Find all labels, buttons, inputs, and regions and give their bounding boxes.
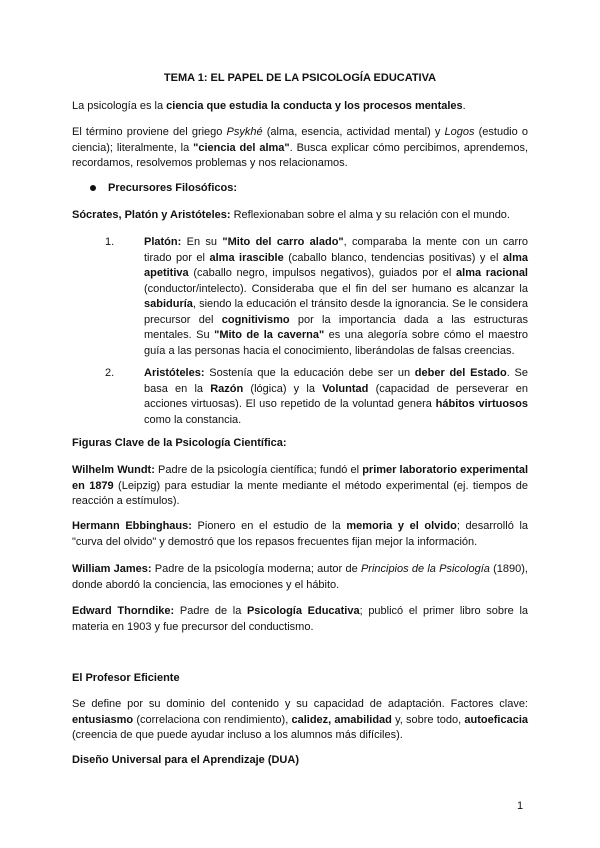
page-number: 1 [517, 800, 524, 812]
figuras-heading: Figuras Clave de la Psicología Científica: [72, 437, 287, 449]
james-paragraph: William James: Padre de la psicología moderna; autor de Principios de la Psicología (1890), donde abordó la conciencia, las emociones y el hábito. [72, 563, 528, 591]
thorndike-paragraph: Edward Thorndike: Padre de la Psicología Educativa; publicó el primer libro sobre la materia en 1903 y fue precursor del conductismo. [72, 605, 529, 633]
wundt-paragraph: Wilhelm Wundt: Padre de la psicología científica; fundó el primer laboratorio experimental en 1879 (Leipzig) para estudiar la mente mediante el método experimental (ej. tiempos de reacción a estímulos). [72, 464, 529, 507]
ebbinghaus-paragraph: Hermann Ebbinghaus: Pionero en el estudio de la memoria y el olvido; desarrolló la "curva del olvido" y demostró que los repasos frecuentes fijan mejor la información. [72, 520, 529, 548]
list-item-platon: 1. Platón: En su "Mito del carro alado", comparaba la mente con un carro tirado por el alma irascible (caballo blanco, tendencias positivas) y el alma apetitiva (caballo negro, impulsos negativos), guiados por el alma racional (conductor/intelecto). Consideraba que el fin del ser humano es alcanzar la sabiduría, siendo la educación el tránsito desde la ignorancia. Se le considera precursor del cognitivismo por la importancia dada a las estructuras mentales. Su "Mito de la caverna" es una alegoría sobre cómo el maestro guía a las personas hacia el conocimiento, liberándolas de falsas creencias. [105, 236, 528, 357]
dua-heading: Diseño Universal para el Aprendizaje (DUA) [72, 754, 299, 766]
list-number: 2. [105, 367, 115, 379]
list-number: 1. [105, 236, 115, 248]
term-paragraph: El término proviene del griego Psykhé (alma, esencia, actividad mental) y Logos (estudio o ciencia); literalmente, la "ciencia del alma". Busca explicar cómo percibimos, aprendemos, recordamos, resolvemos problemas y nos relacionamos. [72, 126, 529, 169]
page-title: TEMA 1: EL PAPEL DE LA PSICOLOGÍA EDUCATIVA [163, 72, 437, 84]
profesor-paragraph: Se define por su dominio del contenido y su capacidad de adaptación. Factores clave: entusiasmo (correlaciona con rendimiento), calidez, amabilidad y, sobre todo, autoeficacia (creencia de que puede ayudar incluso a los alumnos más difíciles). [72, 698, 528, 741]
socrates-paragraph: Sócrates, Platón y Aristóteles: Reflexionaban sobre el alma y su relación con el mundo. [72, 209, 510, 221]
profesor-heading: El Profesor Eficiente [72, 672, 180, 684]
precursores-bullet: Precursores Filosóficos: [90, 182, 237, 194]
intro-paragraph: La psicología es la ciencia que estudia la conducta y los procesos mentales. [72, 100, 466, 112]
bullet-icon [90, 185, 96, 191]
list-item-aristoteles: 2. Aristóteles: Sostenía que la educación debe ser un deber del Estado. Se basa en la Razón (lógica) y la Voluntad (capacidad de perseverar en acciones virtuosas). El uso repetido de la voluntad genera hábitos virtuosos como la constancia. [105, 367, 529, 426]
